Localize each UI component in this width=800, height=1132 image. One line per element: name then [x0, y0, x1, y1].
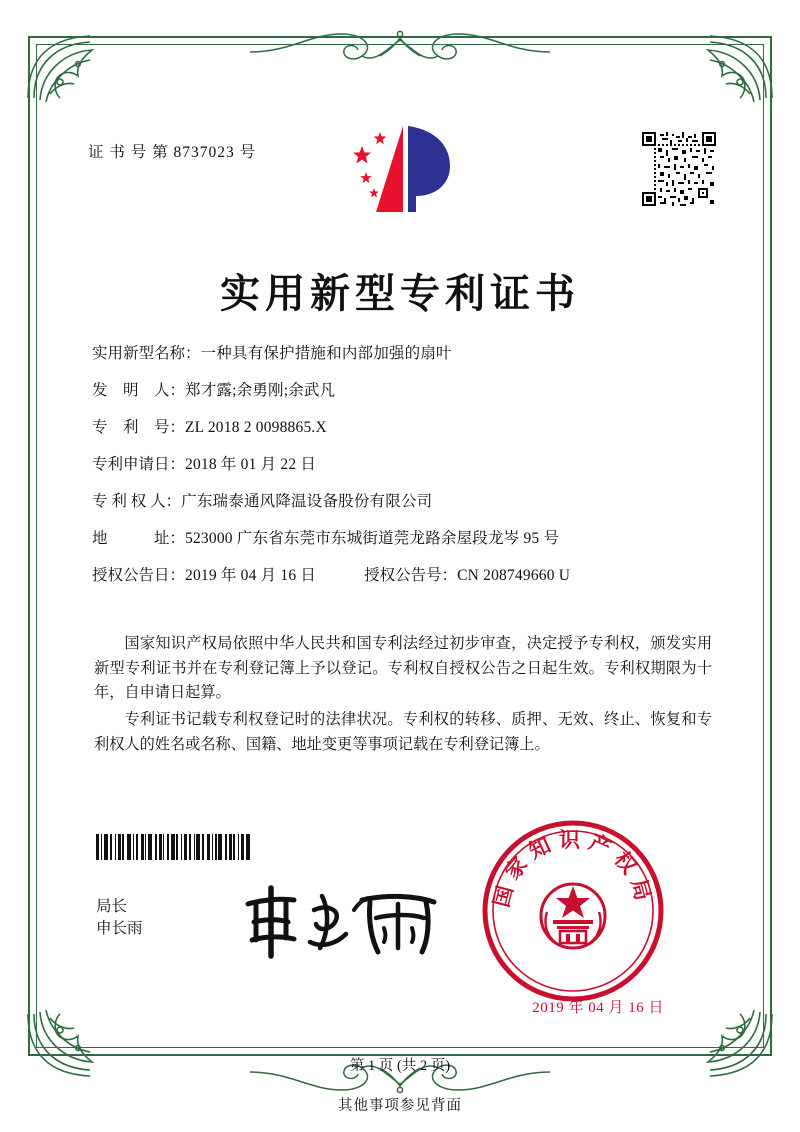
- field-value-grant-date: 2019 年 04 月 16 日: [185, 567, 317, 584]
- svg-text:国家知识产权局: 国家知识产权局: [488, 827, 658, 910]
- field-label: 专利申请日：: [92, 456, 186, 473]
- field-value-grant-number: CN 208749660 U: [457, 567, 571, 584]
- field-value: 2018 年 01 月 22 日: [185, 456, 317, 473]
- field-label: 地 址：: [92, 530, 186, 547]
- field-value: 523000 广东省东莞市东城街道莞龙路余屋段龙岑 95 号: [185, 530, 560, 547]
- field-list: [92, 346, 716, 605]
- field-row-grant: [92, 568, 716, 584]
- field-value: 广东瑞泰通风降温设备股份有限公司: [181, 493, 433, 510]
- field-row-name: [92, 346, 716, 362]
- field-label: 发 明 人：: [92, 382, 186, 399]
- field-row-patent-number: [92, 420, 716, 436]
- handwritten-signature: [236, 882, 466, 962]
- field-value: 一种具有保护措施和内部加强的扇叶: [200, 345, 452, 362]
- field-row-application-date: [92, 457, 716, 473]
- field-row-inventor: [92, 383, 716, 399]
- page-title: 实用新型专利证书: [220, 270, 580, 317]
- seal-date: 2019 年 04 月 16 日: [532, 1000, 664, 1016]
- director-title: 局长: [96, 898, 128, 915]
- legal-text: [94, 632, 712, 759]
- official-seal: [478, 816, 668, 1006]
- field-value: ZL 2018 2 0098865.X: [185, 419, 327, 436]
- paragraph-1: 国家知识产权局依照中华人民共和国专利法经过初步审查，决定授予专利权，颁发实用新型专利证书并在专利登记簿上予以登记。专利权自授权公告之日起生效。专利权期限为十年，自申请日起算。: [94, 635, 712, 702]
- certificate-content: [36, 44, 764, 1074]
- field-label-grant-date: 授权公告日：: [92, 567, 186, 584]
- field-label: 专 利 号：: [92, 419, 186, 436]
- paragraph-2: 专利证书记载专利权登记时的法律状况。专利权的转移、质押、无效、终止、恢复和专利权人的姓名或名称、国籍、地址变更等事项记载在专利登记簿上。: [94, 710, 712, 753]
- barcode: [96, 834, 306, 860]
- director-signature-block: [96, 896, 143, 941]
- qr-code: [642, 132, 716, 206]
- director-name: 申长雨: [96, 920, 143, 938]
- field-label-grant-number: 授权公告号：: [364, 567, 458, 584]
- field-label: 实用新型名称：: [92, 345, 201, 362]
- cnipa-logo: [346, 122, 476, 220]
- page-indicator: 第 1 页 (共 2 页): [349, 1058, 451, 1074]
- field-label: 专 利 权 人：: [92, 493, 182, 510]
- footer-note: 其他事项参见背面: [338, 1098, 462, 1114]
- field-row-patentee: [92, 494, 716, 510]
- field-row-address: [92, 531, 716, 547]
- certificate-number: 证 书 号 第 8737023 号: [88, 144, 257, 161]
- field-value: 郑才露;余勇刚;余武凡: [185, 382, 336, 399]
